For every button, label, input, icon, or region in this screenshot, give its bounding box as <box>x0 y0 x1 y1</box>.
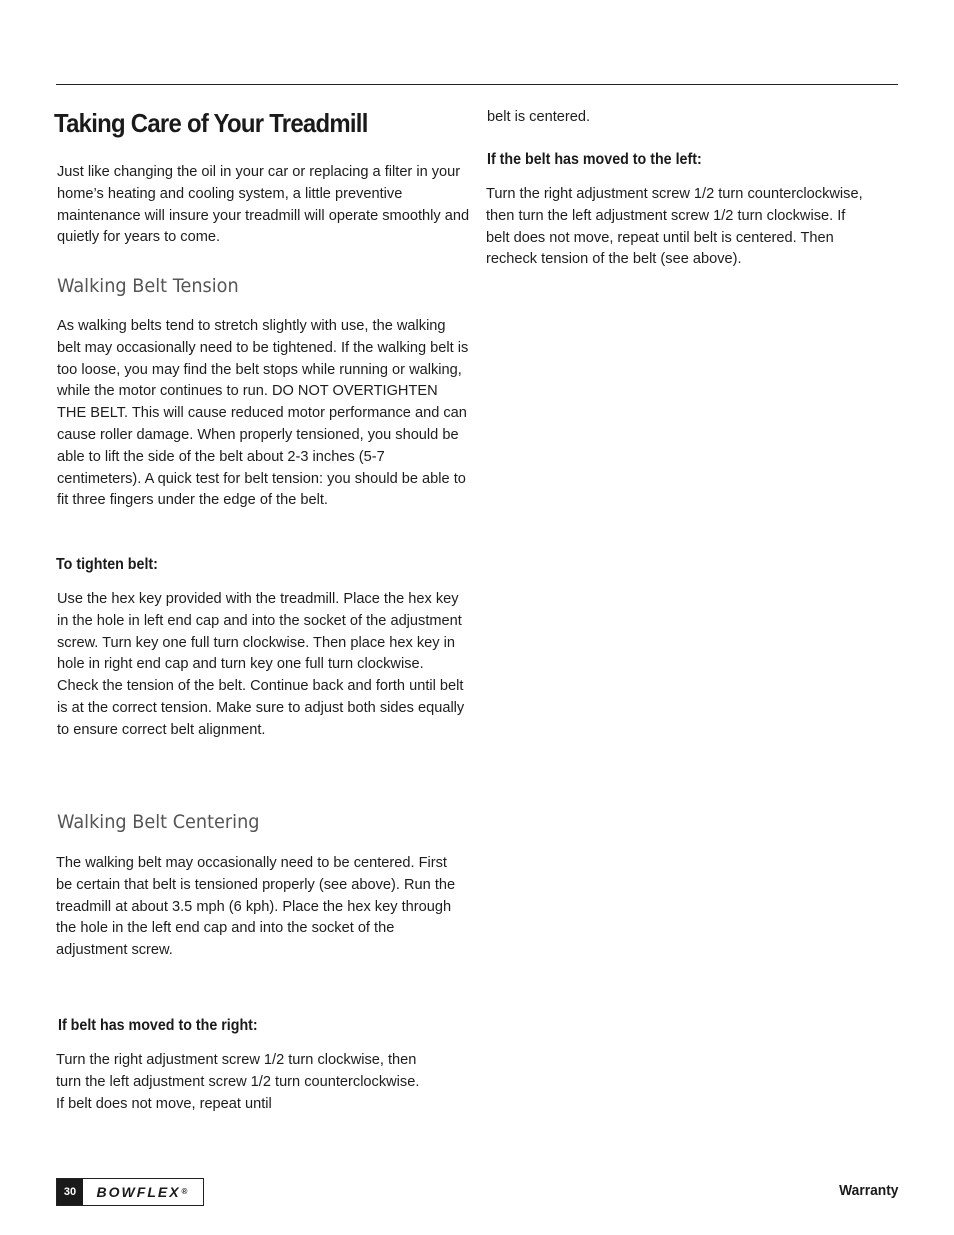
page-title: Taking Care of Your Treadmill <box>54 108 368 138</box>
centering-heading: Walking Belt Centering <box>57 811 260 833</box>
header-rule <box>56 84 898 85</box>
right-move-heading: If belt has moved to the right: <box>58 1017 258 1034</box>
footer-brand-badge <box>56 1178 204 1206</box>
tighten-heading: To tighten belt: <box>56 556 158 573</box>
left-move-paragraph: Turn the right adjustment screw 1/2 turn counterclockwise, then turn the left adjustment screw 1/2 turn clockwise. If belt does not move, repeat until belt is centered. Then recheck tension of the belt (see above). <box>486 186 863 268</box>
brand-name: BOWFLEX <box>96 1184 181 1200</box>
tighten-paragraph: Use the hex key provided with the treadmill. Place the hex key in the hole in left end cap and into the socket of the adjustment screw. Turn key one full turn clockwise. Then place hex key in hole in right end cap and turn key one full turn clockwise. Check the tension of the belt. Continue back and forth until belt is at the correct tension. Make sure to adjust both sides equally to ensure correct belt alignment. <box>57 591 465 738</box>
left-move-heading: If the belt has moved to the left: <box>487 151 702 168</box>
page-number: 30 <box>57 1179 83 1205</box>
centering-paragraph: The walking belt may occasionally need to be centered. First be certain that belt is tensioned properly (see above). Run the treadmill at about 3.5 mph (6 kph). Place the hex key through the hole in the left end cap and into the socket of the adjustment screw. <box>56 855 456 959</box>
tension-paragraph: As walking belts tend to stretch slightly with use, the walking belt may occasionally need to be tightened. If the walking belt is too loose, you may find the belt stops while running or walking, while the motor continues to run. DO NOT OVERTIGHTEN THE BELT. This will cause reduced motor performance and can cause roller damage. When properly tensioned, you should be able to lift the side of the belt about 2-3 inches (5-7 centimeters). A quick test for belt tension: you should be able to fit three fingers under the edge of the belt. <box>57 318 469 509</box>
intro-paragraph: Just like changing the oil in your car or replacing a filter in your home’s heating and cooling system, a little preventive maintenance will insure your treadmill will operate smoothly and quietly for years to come. <box>57 164 470 246</box>
tension-heading: Walking Belt Tension <box>57 275 239 297</box>
right-move-paragraph-continued: belt is centered. <box>487 109 591 125</box>
right-move-paragraph: Turn the right adjustment screw 1/2 turn clockwise, then turn the left adjustment screw 1/2 turn counterclockwise. If belt does not move, repeat until <box>56 1052 420 1112</box>
footer-section-label: Warranty <box>838 1182 898 1199</box>
brand-logo <box>83 1179 203 1205</box>
registered-mark: ® <box>181 1187 190 1196</box>
